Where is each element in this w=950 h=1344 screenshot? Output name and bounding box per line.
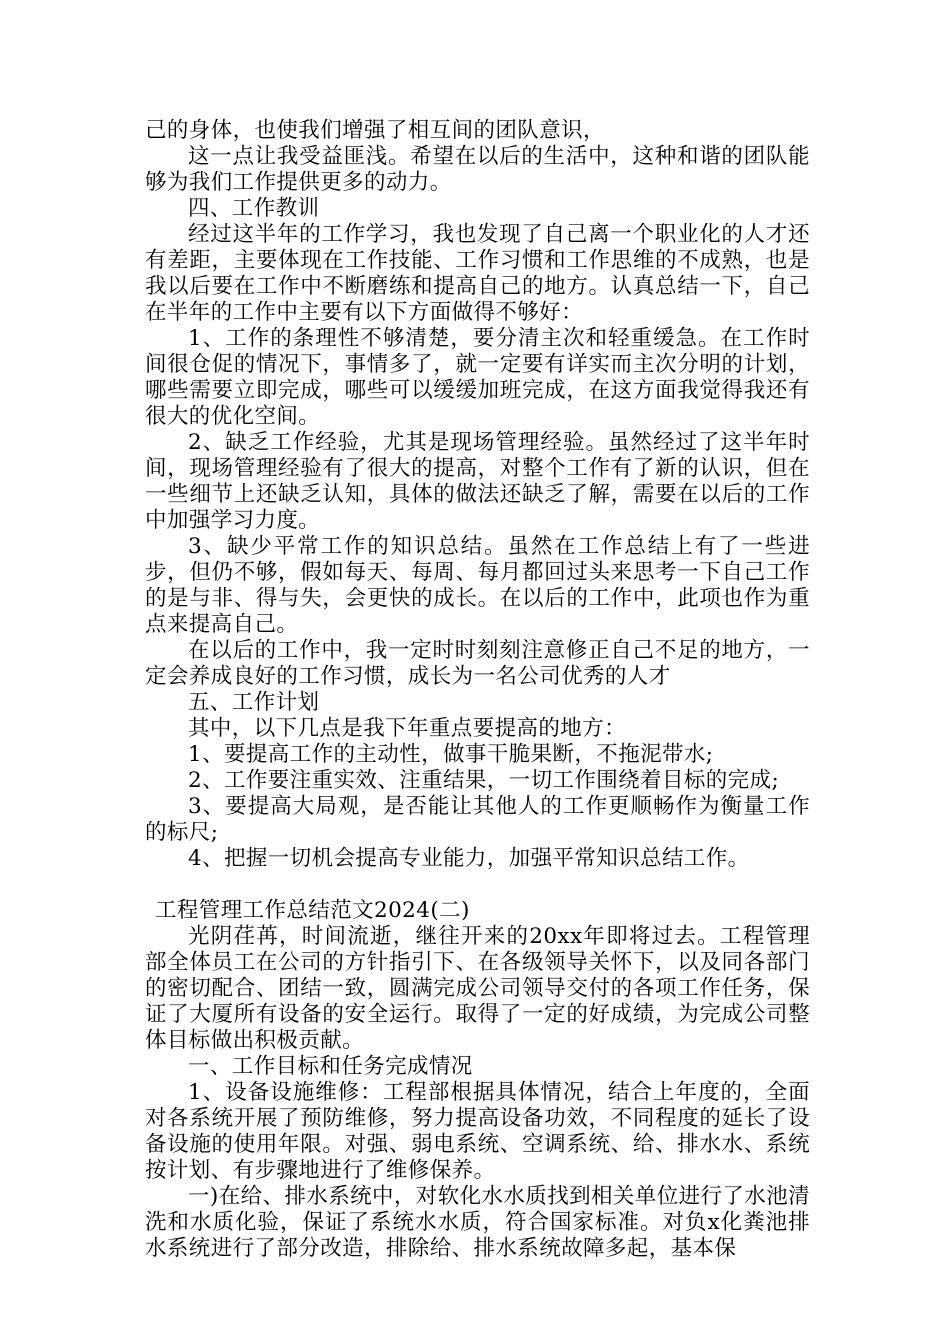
list-item: 1、要提高工作的主动性，做事干脆果断，不拖泥带水;: [188, 742, 714, 767]
document-page: [145, 118, 810, 1262]
document-part1: [145, 118, 810, 872]
list-item: 1、设备设施维修：工程部根据具体情况，结合上年度的，全面对各系统开展了预防维修，努力提高设备功效，不同程度的延长了设备设施的使用年限。对强、弱电系统、空调系统、给、排水水、系统按计划、有步骤地进行了维修保养。: [145, 1080, 810, 1183]
list-item: 3、缺少平常工作的知识总结。虽然在工作总结上有了一些进步，但仍不够，假如每天、每周、每月都回过头来思考一下自己工作的是与非、得与失，会更快的成长。在以后的工作中，此项也作为重点来提高自己。: [145, 534, 810, 637]
section-heading: 五、工作计划: [188, 690, 320, 715]
list-item: 1、工作的条理性不够清楚，要分清主次和轻重缓急。在工作时间很仓促的情况下，事情多了，就一定要有详实而主次分明的计划，哪些需要立即完成，哪些可以缓缓加班完成，在这方面我觉得我还有很大的优化空间。: [145, 326, 810, 429]
section-heading: 一、工作目标和任务完成情况: [188, 1054, 473, 1079]
list-item: 4、把握一切机会提高专业能力，加强平常知识总结工作。: [188, 846, 750, 871]
document-title: 工程管理工作总结范文2024(二): [155, 898, 470, 923]
paragraph: 己的身体，也使我们增强了相互间的团队意识，: [145, 118, 605, 143]
paragraph: 在以后的工作中，我一定时时刻刻注意修正自己不足的地方，一定会养成良好的工作习惯，成长为一名公司优秀的人才: [145, 638, 810, 689]
document-part2: [145, 924, 810, 1262]
paragraph: 光阴荏苒，时间流逝，继往开来的20xx年即将过去。工程管理部全体员工在公司的方针指引下、在各级领导关怀下，以及同各部门的密切配合、团结一致，圆满完成公司领导交付的各项工作任务，保证了大厦所有设备的安全运行。取得了一定的好成绩，为完成公司整体目标做出积极贡献。: [145, 924, 810, 1053]
section-heading: 四、工作教训: [188, 196, 320, 221]
paragraph: 经过这半年的工作学习，我也发现了自己离一个职业化的人才还有差距，主要体现在工作技能、工作习惯和工作思维的不成熟，也是我以后要在工作中不断磨练和提高自己的地方。认真总结一下，自己在半年的工作中主要有以下方面做得不够好：: [145, 222, 810, 325]
paragraph: 其中，以下几点是我下年重点要提高的地方：: [188, 716, 627, 741]
list-item: 2、工作要注重实效、注重结果，一切工作围绕着目标的完成;: [188, 768, 780, 793]
list-item: 2、缺乏工作经验，尤其是现场管理经验。虽然经过了这半年时间，现场管理经验有了很大的提高，对整个工作有了新的认识，但在一些细节上还缺乏认知，具体的做法还缺乏了解，需要在以后的工作中加强学习力度。: [145, 430, 810, 533]
list-item: 3、要提高大局观，是否能让其他人的工作更顺畅作为衡量工作的标尺;: [145, 794, 810, 845]
paragraph: 这一点让我受益匪浅。希望在以后的生活中，这种和谐的团队能够为我们工作提供更多的动力。: [145, 144, 810, 195]
paragraph: 一)在给、排水系统中，对软化水水质找到相关单位进行了水池清洗和水质化验，保证了系统水水质，符合国家标准。对负x化粪池排水系统进行了部分改造，排除给、排水系统故障多起，基本保: [145, 1184, 810, 1261]
